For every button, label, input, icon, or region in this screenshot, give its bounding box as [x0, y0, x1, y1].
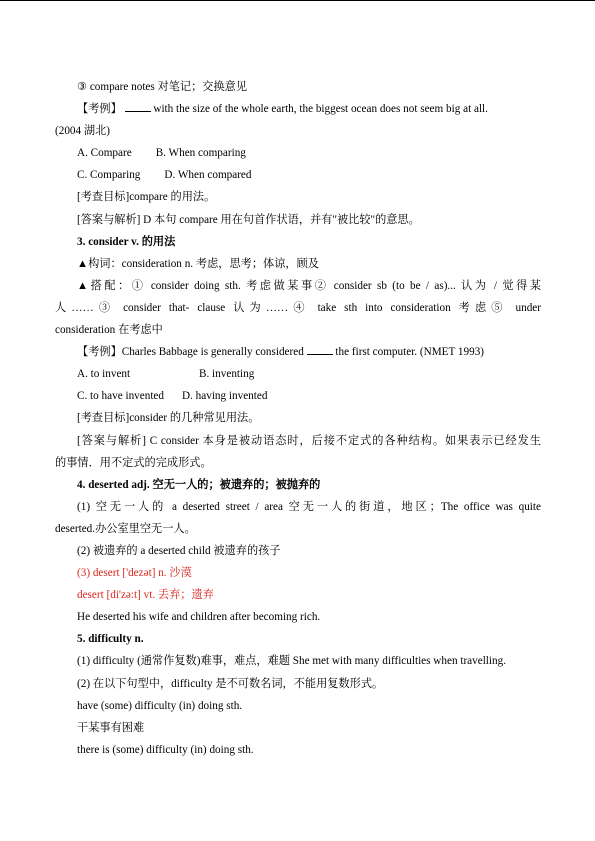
options-row-2 [55, 385, 541, 407]
consider-collocations-line-1: ▲搭配：① consider doing sth. 考虑做某事② consider sb (to be / as)... 认为 / 觉得某 [77, 279, 541, 292]
difficulty-sense-1: (1) difficulty (通常作复数)难事，难点，难题 She met with many difficulties when travelling. [77, 655, 506, 668]
answer-explanation: [答案与解析] D 本句 compare 用在句首作状语，并有"被比较"的意思。 [77, 213, 420, 226]
desert-verb-entry: desert [di'zə:t] vt. 丢弃；遗弃 [77, 589, 214, 602]
option-b: B. inventing [199, 368, 255, 381]
difficulty-pattern-2: there is (some) difficulty (in) doing sth. [77, 743, 254, 756]
section-heading-consider: 3. consider v. 的用法 [77, 235, 176, 248]
section-heading-deserted: 4. deserted adj. 空无一人的；被遗弃的；被抛弃的 [77, 478, 321, 491]
example-source: (2004 湖北) [55, 125, 110, 138]
answer-blank [125, 102, 151, 112]
answer-blank [307, 345, 333, 355]
options-row-1 [55, 363, 541, 385]
option-a: A. to invent [77, 368, 131, 381]
deserted-sense-1-line-1: (1) 空无一人的 a deserted street / area 空无一人的街道，地区；The office was quite [77, 500, 541, 513]
exam-objective: [考查目标]consider 的几种常见用法。 [77, 412, 260, 425]
deserted-sense-2: (2) 被遗弃的 a deserted child 被遗弃的孩子 [77, 544, 281, 557]
compare-example-question [55, 98, 541, 120]
section-heading-difficulty: 5. difficulty n. [77, 633, 144, 646]
difficulty-pattern-1: have (some) difficulty (in) doing sth. [77, 699, 243, 712]
consider-collocations-line-3: consideration 在考虑中 [55, 324, 163, 337]
answer-explanation-line-1: [答案与解析] C consider 本身是被动语态时，后接不定式的各种结构。如果表示已经发生 [77, 434, 541, 447]
deserted-sense-1-line-2: deserted.办公室里空无一人。 [55, 522, 196, 535]
desert-example-sentence: He deserted his wife and children after becoming rich. [77, 611, 321, 624]
difficulty-sense-2: (2) 在以下句型中，difficulty 是不可数名词，不能用复数形式。 [77, 677, 384, 690]
document-body [55, 76, 541, 761]
options-row-1 [55, 142, 541, 164]
options-row-2 [55, 164, 541, 186]
option-d: D. When compared [164, 169, 252, 182]
option-c: C. Comparing [77, 169, 141, 182]
option-b: B. When comparing [155, 147, 246, 160]
option-c: C. to have invented [77, 390, 164, 403]
difficulty-pattern-1-meaning: 干某事有困难 [77, 721, 145, 734]
compare-collocation-3: ③ compare notes 对笔记；交换意见 [77, 81, 248, 93]
option-a: A. Compare [77, 147, 132, 160]
exam-objective: [考查目标]compare 的用法。 [77, 191, 216, 204]
example-sentence-start: 【考例】Charles Babbage is generally considered [77, 346, 307, 359]
consider-word-formation: ▲构词：consideration n. 考虑，思考；体谅，顾及 [77, 257, 319, 270]
consider-collocations-line-2: 人……③ consider that- clause 认为……④ take sth into consideration 考虑⑤ under [55, 301, 541, 314]
answer-explanation-line-2: 的事情．用不定式的完成形式。 [55, 456, 212, 469]
example-sentence-end: the first computer. (NMET 1993) [332, 346, 485, 359]
example-label: 【考例】 [77, 103, 125, 116]
consider-example-question [55, 341, 541, 363]
option-d: D. having invented [182, 390, 268, 403]
desert-noun-entry: (3) desert ['dezət] n. 沙漠 [77, 567, 192, 580]
example-sentence: with the size of the whole earth, the biggest ocean does not seem big at all. [150, 103, 488, 116]
page-top-rule [0, 0, 595, 1]
